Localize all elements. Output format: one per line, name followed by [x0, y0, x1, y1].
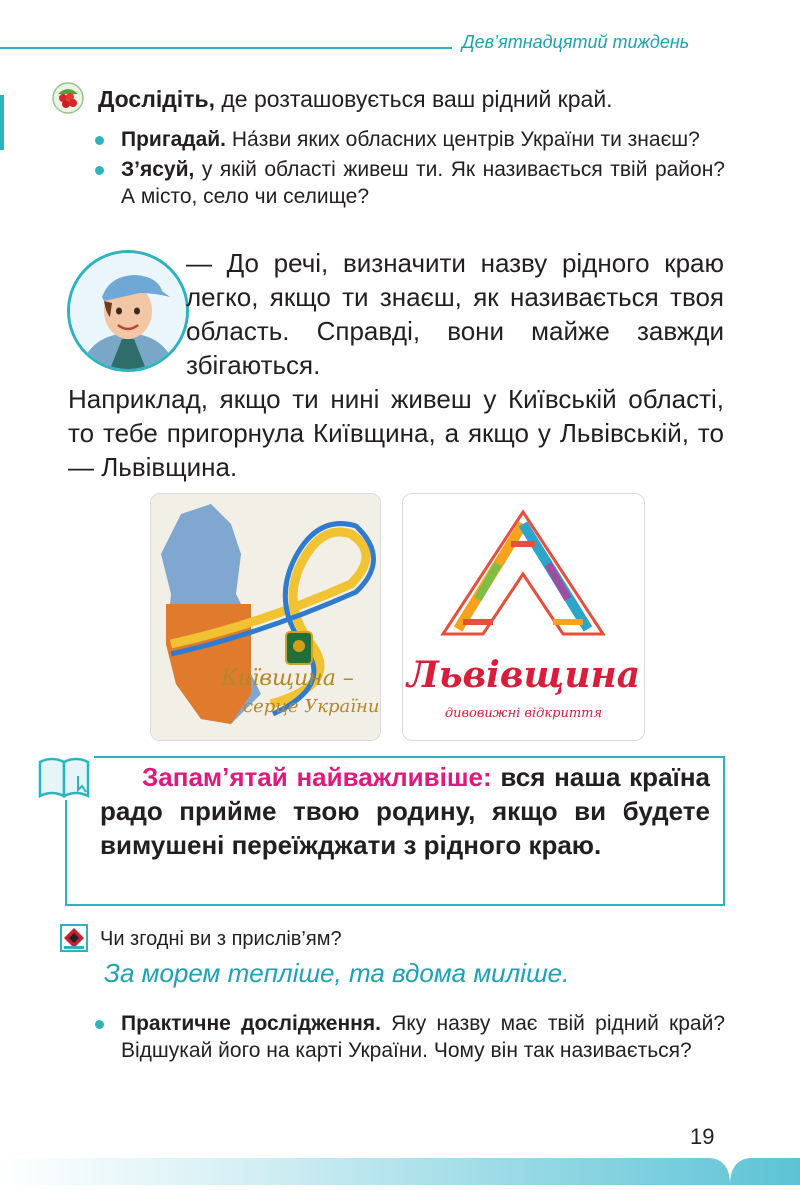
footer-notch — [710, 1150, 750, 1185]
boy-avatar — [67, 250, 189, 372]
kyiv-postcard — [150, 493, 381, 741]
practice-bold: Практичне дослідження. — [121, 1012, 381, 1035]
memorize-highlight: Запам’ятай найважливіше: — [142, 762, 492, 792]
side-marker — [0, 95, 4, 150]
rowan-berries-icon — [52, 82, 84, 114]
bullet-dot — [95, 1020, 104, 1029]
bullet-bold: З’ясуй, — [121, 158, 195, 181]
bullet-dot — [95, 166, 104, 175]
header-rule — [0, 47, 452, 49]
list-item — [95, 1010, 725, 1064]
speech-text-continued: Наприклад, якщо ти нині живеш у Київській області, то тебе пригорнула Київщина, а якщо у Львівській, то — Львівщина. — [68, 384, 724, 482]
memorize-body: вся наша країна радо прийме твою родину, якщо ви будете вимушені переїжджати з рідного краю. — [100, 762, 711, 860]
proverb-text: За морем тепліше, та вдома миліше. — [104, 958, 570, 988]
task-bold: Дослідіть, — [98, 86, 215, 112]
lviv-subtitle: дивовижні відкриття — [444, 706, 603, 721]
list-item — [95, 126, 725, 153]
proverb-question: Чи згодні ви з прислів’ям? — [100, 928, 342, 950]
speech-text: — До речі, визначити назву рідного краю легко, якщо ти знаєш, як називається твоя область. Справді, вони майже завжди збігаються. — [186, 248, 724, 380]
embroidery-icon — [60, 924, 88, 952]
open-book-icon — [34, 754, 94, 800]
footer-band — [0, 1158, 800, 1185]
page-number: 19 — [690, 1124, 715, 1149]
bullet-bold: Пригадай. — [121, 128, 227, 151]
week-title: Дев’ятнадцятий тиждень — [462, 32, 690, 52]
bullet-list — [95, 126, 725, 213]
practice-task — [95, 1010, 725, 1067]
kyiv-caption-2: серце України — [243, 696, 380, 717]
bullet-text: На́зви яких обласних центрів України ти знаєш? — [226, 128, 700, 151]
task-text: де розташовується ваш рідний край. — [215, 86, 613, 112]
practice-text: Яку назву має твій рідний край? Відшукай його на карті України. Чому він так називається? — [121, 1012, 726, 1062]
kyiv-caption-1: Київщина – — [221, 666, 354, 691]
list-item — [95, 156, 725, 210]
lviv-title: Львівщина — [406, 654, 641, 696]
memorize-text — [100, 760, 710, 862]
bullet-dot — [95, 136, 104, 145]
lviv-postcard-art — [403, 494, 644, 740]
task-explore — [98, 84, 778, 114]
lviv-postcard — [402, 493, 645, 741]
bullet-text: у якій області живеш ти. Як називається твій район? А місто, село чи селище? — [121, 158, 725, 208]
